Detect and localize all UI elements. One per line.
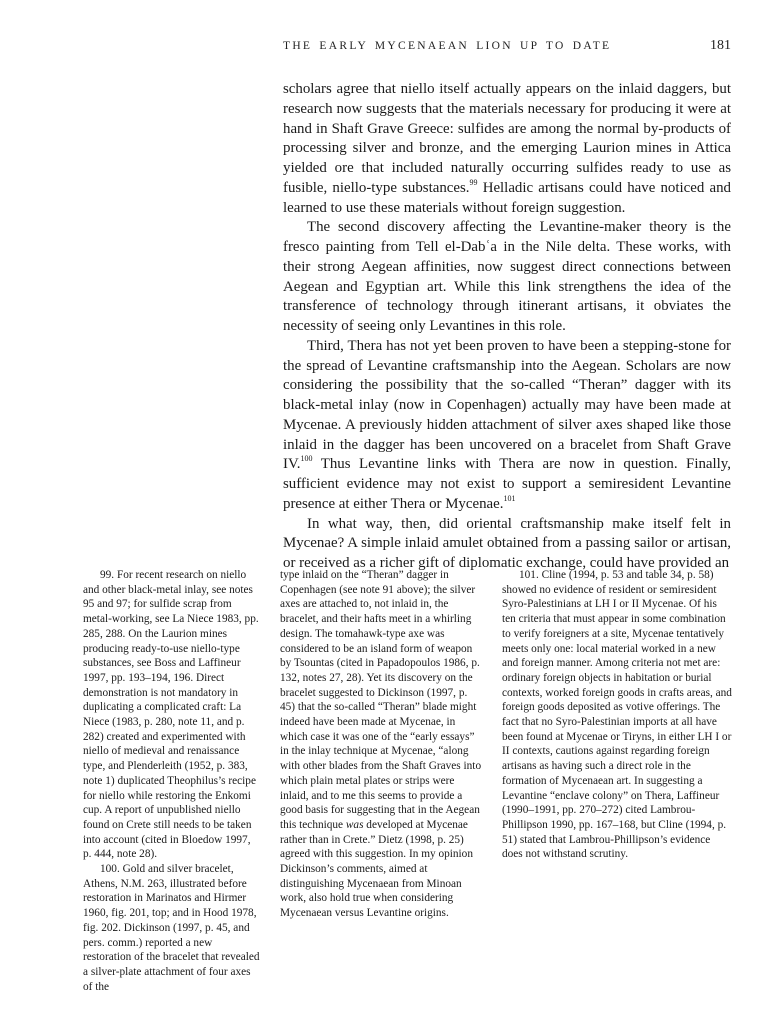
paragraph-3 xyxy=(283,337,731,515)
footnote-ref-99: 99 xyxy=(469,177,478,187)
footnote-column-3 xyxy=(502,568,732,862)
footnote-100: 100. Gold and silver bracelet, Athens, N.M. 263, illustrated before restoration in Marinatos and Hirmer 1960, fig. 201, top; and in Hood 1978, fig. 202. Dickinson (1997, p. 45, and pers. comm.) reported a new restoration of the bracelet that revealed a silver-plate attachment of four axes of the xyxy=(83,863,260,993)
footnote-ref-100: 100 xyxy=(300,454,313,464)
footnote-101: 101. Cline (1994, p. 53 and table 34, p. 58) showed no evidence of resident or semiresident Syro-Palestinians at LH I or II Mycenae. Of his ten criteria that must appear in some combination to verify foreigners at a site, Mycenae tentatively meets only one: local material worked in a new and foreign manner. Among criteria not met are: ordinary foreign objects in habitation or burial contexts, worked foreign goods in crafts areas, and foreign goods deposited as votive offerings. The fact that no Syro-Palestinian imports at all have been found at Mycenae or Tiryns, in either LH I or II contexts, cautions against regarding foreign artisans as having such a direct role in the formation of Mycenaean art. In suggesting a Levantine “enclave colony” on Thera, Laffineur (1990–1991, pp. 270–272) cited Lambrou-Phillipson 1990, pp. 167–168, but Cline (1994, p. 51) stated that Lambrou-Phillipson’s evidence does not withstand scrutiny. xyxy=(502,569,732,861)
footnote-column-2 xyxy=(280,568,483,921)
paragraph-3-text-cont: Thus Levantine links with Thera are now in question. Finally, sufficient evidence may not exist to support a semiresident Levantine presence at either Thera or Mycenae. xyxy=(283,456,731,512)
page-number: 181 xyxy=(710,38,731,53)
paragraph-1-text-cont: Helladic artisans could have noticed and learned to use these materials without foreign suggestion. xyxy=(283,179,731,216)
footnote-100-cont-text-end: developed at Mycenae rather than in Crete.” Dietz (1998, p. 25) agreed with this suggestion. In my opinion Dickinson’s comments, aimed at distinguishing Mycenaean from Minoan work, also hold true when considering Mycenaean versus Levantine origins. xyxy=(280,818,473,920)
running-title: THE EARLY MYCENAEAN LION UP TO DATE xyxy=(283,40,612,52)
main-text xyxy=(283,80,731,574)
paragraph-2: The second discovery affecting the Levantine-maker theory is the fresco painting from Tell el-Dabʿa in the Nile delta. These works, with their strong Aegean affinities, now suggest direct connections between Aegean and Egyptian art. While this link strengthens the idea of the transference of technology through itinerant artisans, it obviates the necessity of seeing only Levantines in this role. xyxy=(283,219,731,334)
footnote-100-emphasis: was xyxy=(345,818,364,831)
footnote-column-1 xyxy=(83,568,261,994)
paragraph-4: In what way, then, did oriental craftsmanship make itself felt in Mycenae? A simple inlaid amulet obtained from a passing sailor or artisan, or received as a richer gift of diplomatic exchange, could have provided an xyxy=(283,515,731,571)
paragraph-1-text: scholars agree that niello itself actually appears on the inlaid daggers, but research now suggests that the materials necessary for producing it were at hand in Shaft Grave Greece: sulfides are among the normal by-products of processing silver and bronze, and the emerging Laurion mines in Attica yielded ore that included naturally occurring sulfides ready to use as fusible, niello-type substances. xyxy=(283,81,731,196)
paragraph-1 xyxy=(283,80,731,218)
footnote-99: 99. For recent research on niello and other black-metal inlay, see notes 95 and 97; for sulfide scrap from metal-working, see La Niece 1983, pp. 285, 288. On the Laurion mines producing ready-to-use niello-type substances, see Boss and Laffineur 1997, pp. 193–194, 196. Direct demonstration is not mandatory in duplicating a complicated craft: La Niece (1983, p. 280, note 11, and p. 282) created and experimented with niello of medieval and renaissance type, and Plenderleith (1952, p. 383, note 1) duplicated Theophilus’s recipe for niello while restoring the Enkomi cup. A report of unpublished niello found on Crete still needs to be taken into account (cited in Bloedow 1997, p. 444, note 28). xyxy=(83,569,259,861)
footnote-ref-101: 101 xyxy=(503,493,516,503)
footnote-100-cont-text: type inlaid on the “Theran” dagger in Copenhagen (see note 91 above); the silver axes are attached to, not inlaid in, the bracelet, and their hafts meet in a whirling design. The tomahawk-type axe was considered to be an island form of weapon by Tsountas (cited in Papadopoulos 1986, p. 132, notes 27, 28). Yet its discovery on the bracelet suggested to Dickinson (1997, p. 45) that the so-called “Theran” blade might indeed have been made at Mycenae, in which case it was one of the “early essays” in the inlay technique at Mycenae, “along with other blades from the Shaft Graves into which plain metal plates or strips were inlaid, and to me this seems to provide a good basis for suggesting that in the Aegean this technique xyxy=(280,569,482,831)
paragraph-3-text: Third, Thera has not yet been proven to have been a stepping-stone for the spread of Levantine craftsmanship into the Aegean. Scholars are now considering the possibility that the so-called “Theran” dagger with its black-metal inlay (now in Copenhagen) actually may have been made at Mycenae. A previously hidden attachment of silver axes shaped like those inlaid in the dagger has been uncovered on a bracelet from Shaft Grave IV. xyxy=(283,337,731,473)
running-head xyxy=(283,40,731,58)
footnote-100-continued xyxy=(280,568,483,921)
